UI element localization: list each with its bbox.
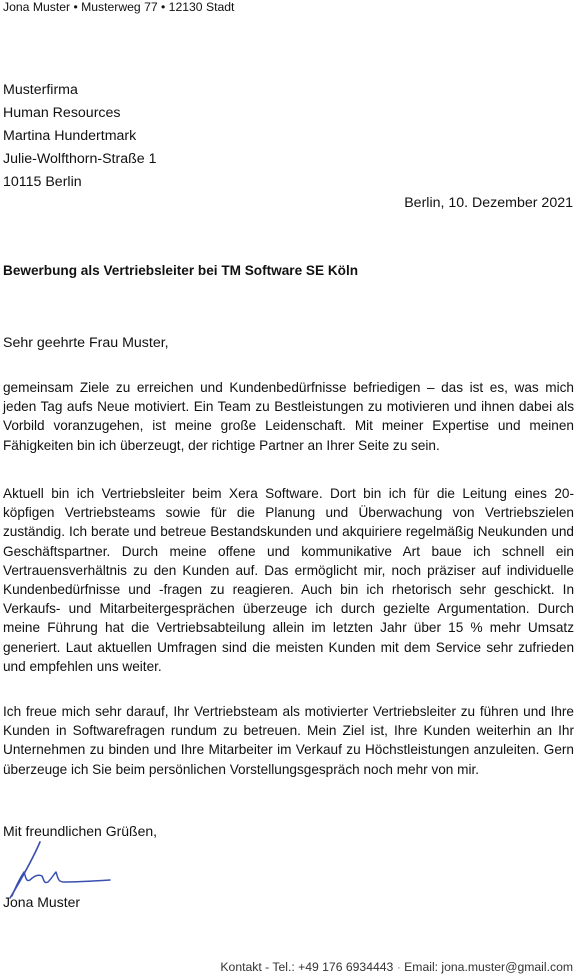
letter-subject: Bewerbung als Vertriebsleiter bei TM Software SE Köln [3,263,359,278]
letter-date: Berlin, 10. Dezember 2021 [404,195,573,211]
footer-separator: · [396,960,401,974]
recipient-person: Martina Hundertmark [3,128,137,144]
recipient-department: Human Resources [3,105,121,121]
salutation: Sehr geehrte Frau Muster, [3,335,169,351]
footer-email[interactable]: Email: jona.muster@gmail.com [404,960,573,974]
recipient-city: 10115 Berlin [3,174,82,190]
body-paragraph-2: Aktuell bin ich Vertriebsleiter beim Xera Software. Dort bin ich für die Leitung eines 20-köpfigen Vertriebsteams sowie für die Planung und Überwachung von Vertriebszielen zuständig. Ich berate und betreue Bestandskunden und akquiriere regelmäßig Neukunden und Geschäftspartner. Durch meine offene und kommunikative Art baue ich schnell ein Vertrauensverhältnis zu den Kunden auf. Das ermöglicht mir, noch präziser auf individuelle Kundenbedürfnisse und -fragen zu reagieren. Auch bin ich rhetorisch sehr geschickt. In Verkaufs- und Mitarbeitergesprächen überzeuge ich durch gezielte Argumentation. Durch meine Führung hat die Vertriebsabteilung allein im letzten Jahr über 15 % mehr Umsatz generiert. Laut aktuellen Umfragen sind die meisten Kunden mit dem Service sehr zufrieden und empfehlen uns weiter. [3,486,574,674]
recipient-street: Julie-Wolfthorn-Straße 1 [3,151,157,167]
recipient-company: Musterfirma [3,82,78,98]
recipient-address [3,79,157,194]
closing-phrase: Mit freundlichen Grüßen, [3,823,158,839]
footer-phone: Kontakt - Tel.: +49 176 6934443 [220,960,394,974]
footer-contact [220,960,573,974]
signature-name: Jona Muster [3,894,81,910]
body-paragraph-3: Ich freue mich sehr darauf, Ihr Vertriebsteam als motivierter Vertriebsleiter zu führen und Ihre Kunden in Softwarefragen rundum zu betreuen. Mein Ziel ist, Ihre Kunden weiterhin an Ihr Unternehmen zu binden und Ihre Mitarbeiter im Verkauf zu Höchstleistungen anzuleiten. Gern überzeuge ich Sie beim persönlichen Vorstellungsgespräch noch mehr von mir. [3,704,574,777]
sender-address-line: Jona Muster • Musterweg 77 • 12130 Stadt [3,0,235,14]
body-paragraph-1: gemeinsam Ziele zu erreichen und Kundenbedürfnisse befriedigen – das ist es, was mich jeden Tag aufs Neue motiviert. Ein Team zu Bestleistungen zu motivieren und ihnen dabei als Vorbild voranzugehen, ist meine große Leidenschaft. Mit meiner Expertise und meinen Fähigkeiten bin ich überzeugt, der richtige Partner an Ihrer Seite zu sein. [3,380,574,453]
handwritten-signature [4,838,114,900]
